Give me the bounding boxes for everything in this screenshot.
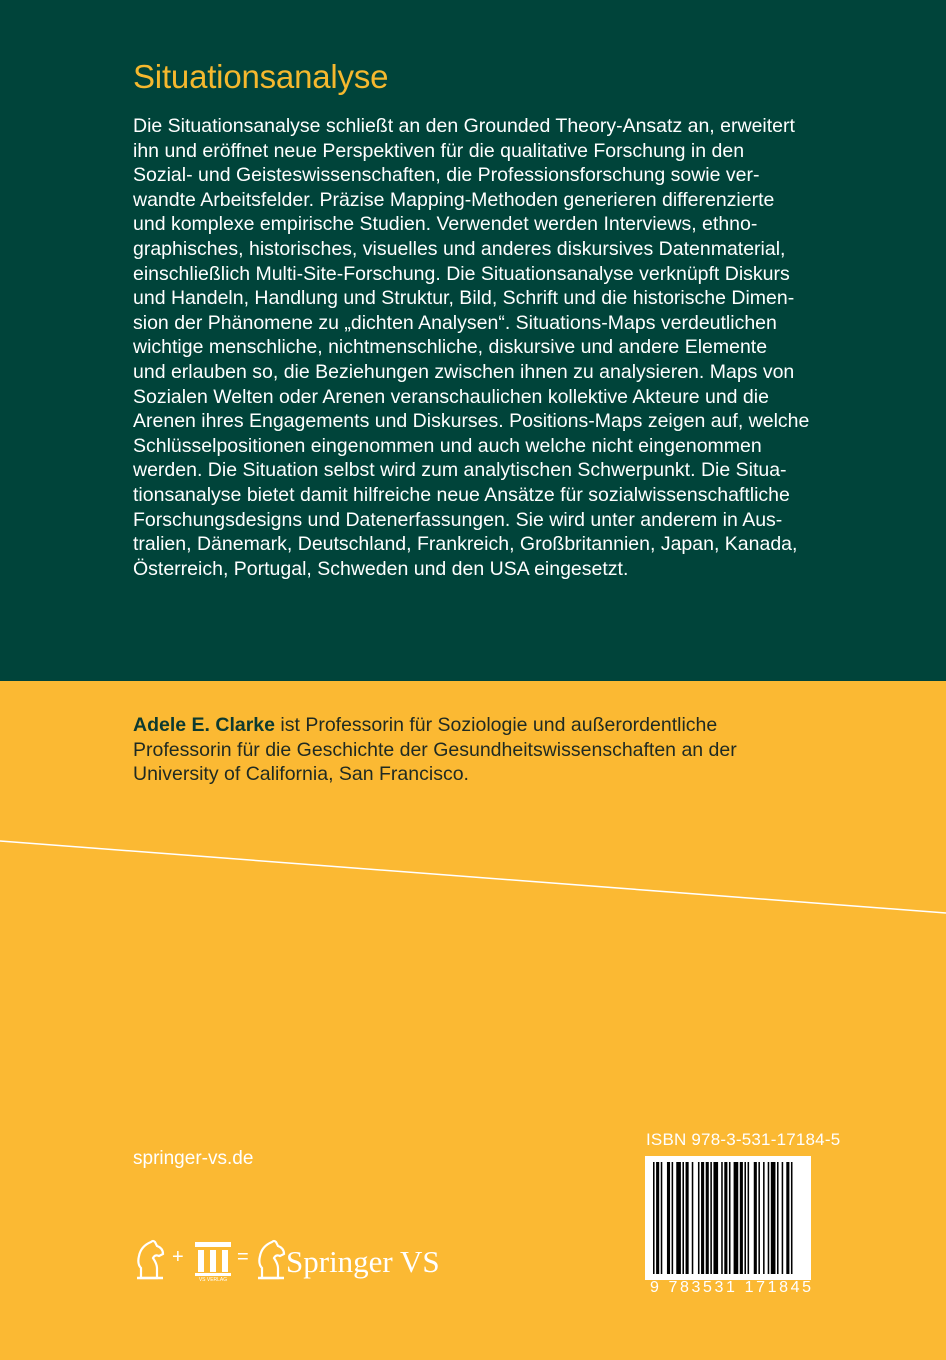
barcode-bar (710, 1162, 712, 1274)
barcode-bar (676, 1162, 681, 1274)
blurb-line: tralien, Dänemark, Deutschland, Frankreich, Großbritannien, Japan, Kanada, (133, 533, 798, 556)
author-bio-first-line (133, 713, 833, 738)
isbn-number: ISBN 978-3-531-17184-5 (646, 1130, 841, 1149)
barcode-bar (686, 1162, 689, 1274)
publisher-logos (133, 1232, 463, 1292)
vs-verlag-label: VS VERLAG (198, 1277, 228, 1283)
barcode-bar (729, 1162, 731, 1274)
barcode-bar (791, 1162, 793, 1274)
blurb-line: sion der Phänomene zu „dichten Analysen“. Situations-Maps verdeutlichen (133, 311, 777, 334)
barcode-bar (721, 1162, 723, 1274)
barcode-bar (748, 1162, 750, 1274)
blurb-line: Die Situationsanalyse schließt an den Grounded Theory-Ansatz an, erweitert (133, 115, 795, 137)
barcode-digits: 9 783531 171845 (650, 1279, 814, 1296)
barcode-bar (758, 1162, 760, 1274)
blurb-line: Sozialen Welten oder Arenen veranschaulichen kollektive Akteure und die (133, 385, 769, 408)
springer-horse-icon (133, 1238, 167, 1282)
barcode-bar (656, 1162, 659, 1274)
barcode-background (645, 1156, 811, 1280)
barcode-bar (706, 1162, 709, 1274)
barcode-bar (782, 1162, 784, 1274)
blurb-line: Sozial- und Geisteswissenschaften, die Professionsforschung sowie ver- (133, 164, 760, 187)
author-bio-text: ist Professorin für Soziologie und außerordentliche (274, 714, 718, 736)
barcode-bar (682, 1162, 684, 1274)
blurb-line: und Handeln, Handlung und Struktur, Bild, Schrift und die historische Dimen- (133, 287, 795, 310)
blurb-line: ihn und eröffnet neue Perspektiven für die qualitative Forschung in den (133, 139, 745, 162)
blurb-line: Forschungsdesigns und Datenerfassungen. Sie wird unter anderem in Aus- (133, 508, 783, 531)
blurb-line: Schlüsselpositionen eingenommen und auch welche nicht eingenommen (133, 434, 762, 457)
barcode-bar (786, 1162, 789, 1274)
blurb-line: wichtige menschliche, nichtmenschliche, diskursive und andere Elemente (133, 336, 768, 359)
author-name: Adele E. Clarke (133, 714, 275, 736)
blurb-line: werden. Die Situation selbst wird zum analytischen Schwerpunkt. Die Situa- (133, 459, 787, 482)
barcode-bar (777, 1162, 779, 1274)
springer-vs-wordmark: Springer VS (286, 1244, 440, 1279)
blurb-line: Arenen ihres Engagements und Diskurses. Positions-Maps zeigen auf, welche (133, 410, 810, 433)
barcode-bar (740, 1162, 743, 1274)
book-title: Situationsanalyse (133, 58, 389, 95)
barcode-bar (763, 1162, 765, 1274)
barcode-bar (667, 1162, 670, 1274)
book-description (133, 114, 833, 581)
barcode-bar (672, 1162, 674, 1274)
blurb-line: tionsanalyse bietet damit hilfreiche neue Ansätze für sozialwissenschaftliche (133, 483, 790, 506)
barcode-bar (653, 1162, 655, 1274)
blurb-line: Österreich, Portugal, Schweden und den USA eingesetzt. (133, 557, 629, 580)
barcode-bar (744, 1162, 746, 1274)
barcode-bar (754, 1162, 757, 1274)
springer-horse-icon (254, 1238, 288, 1282)
barcode-bar (724, 1162, 727, 1274)
barcode-bar (768, 1162, 770, 1274)
author-bio-line: University of California, San Francisco. (133, 763, 469, 786)
blurb-line: wandte Arbeitsfelder. Präzise Mapping-Methoden generieren differenzierte (133, 188, 775, 211)
blurb-line: und komplexe empirische Studien. Verwendet werden Interviews, ethno- (133, 213, 758, 236)
blurb-line: einschließlich Multi-Site-Forschung. Die Situationsanalyse verknüpft Diskurs (133, 262, 790, 285)
blurb-line: graphisches, historisches, visuelles und anderes diskursives Datenmaterial, (133, 237, 786, 260)
barcode-bar (692, 1162, 694, 1274)
barcode-bar (701, 1162, 704, 1274)
author-bio (133, 713, 833, 787)
equals-sign: = (237, 1246, 249, 1268)
blurb-line: und erlauben so, die Beziehungen zwischen ihnen zu analysieren. Maps von (133, 360, 795, 383)
barcode-icon (645, 1156, 811, 1280)
barcode-bar (771, 1162, 776, 1274)
author-bio-line: Professorin für die Geschichte der Gesundheitswissenschaften an der (133, 738, 737, 761)
barcode-bar (698, 1162, 700, 1274)
barcode-bar (661, 1162, 663, 1274)
plus-sign: + (172, 1246, 184, 1268)
barcode-bar (734, 1162, 739, 1274)
barcode-bar (713, 1162, 718, 1274)
publisher-website[interactable]: springer-vs.de (133, 1148, 254, 1169)
